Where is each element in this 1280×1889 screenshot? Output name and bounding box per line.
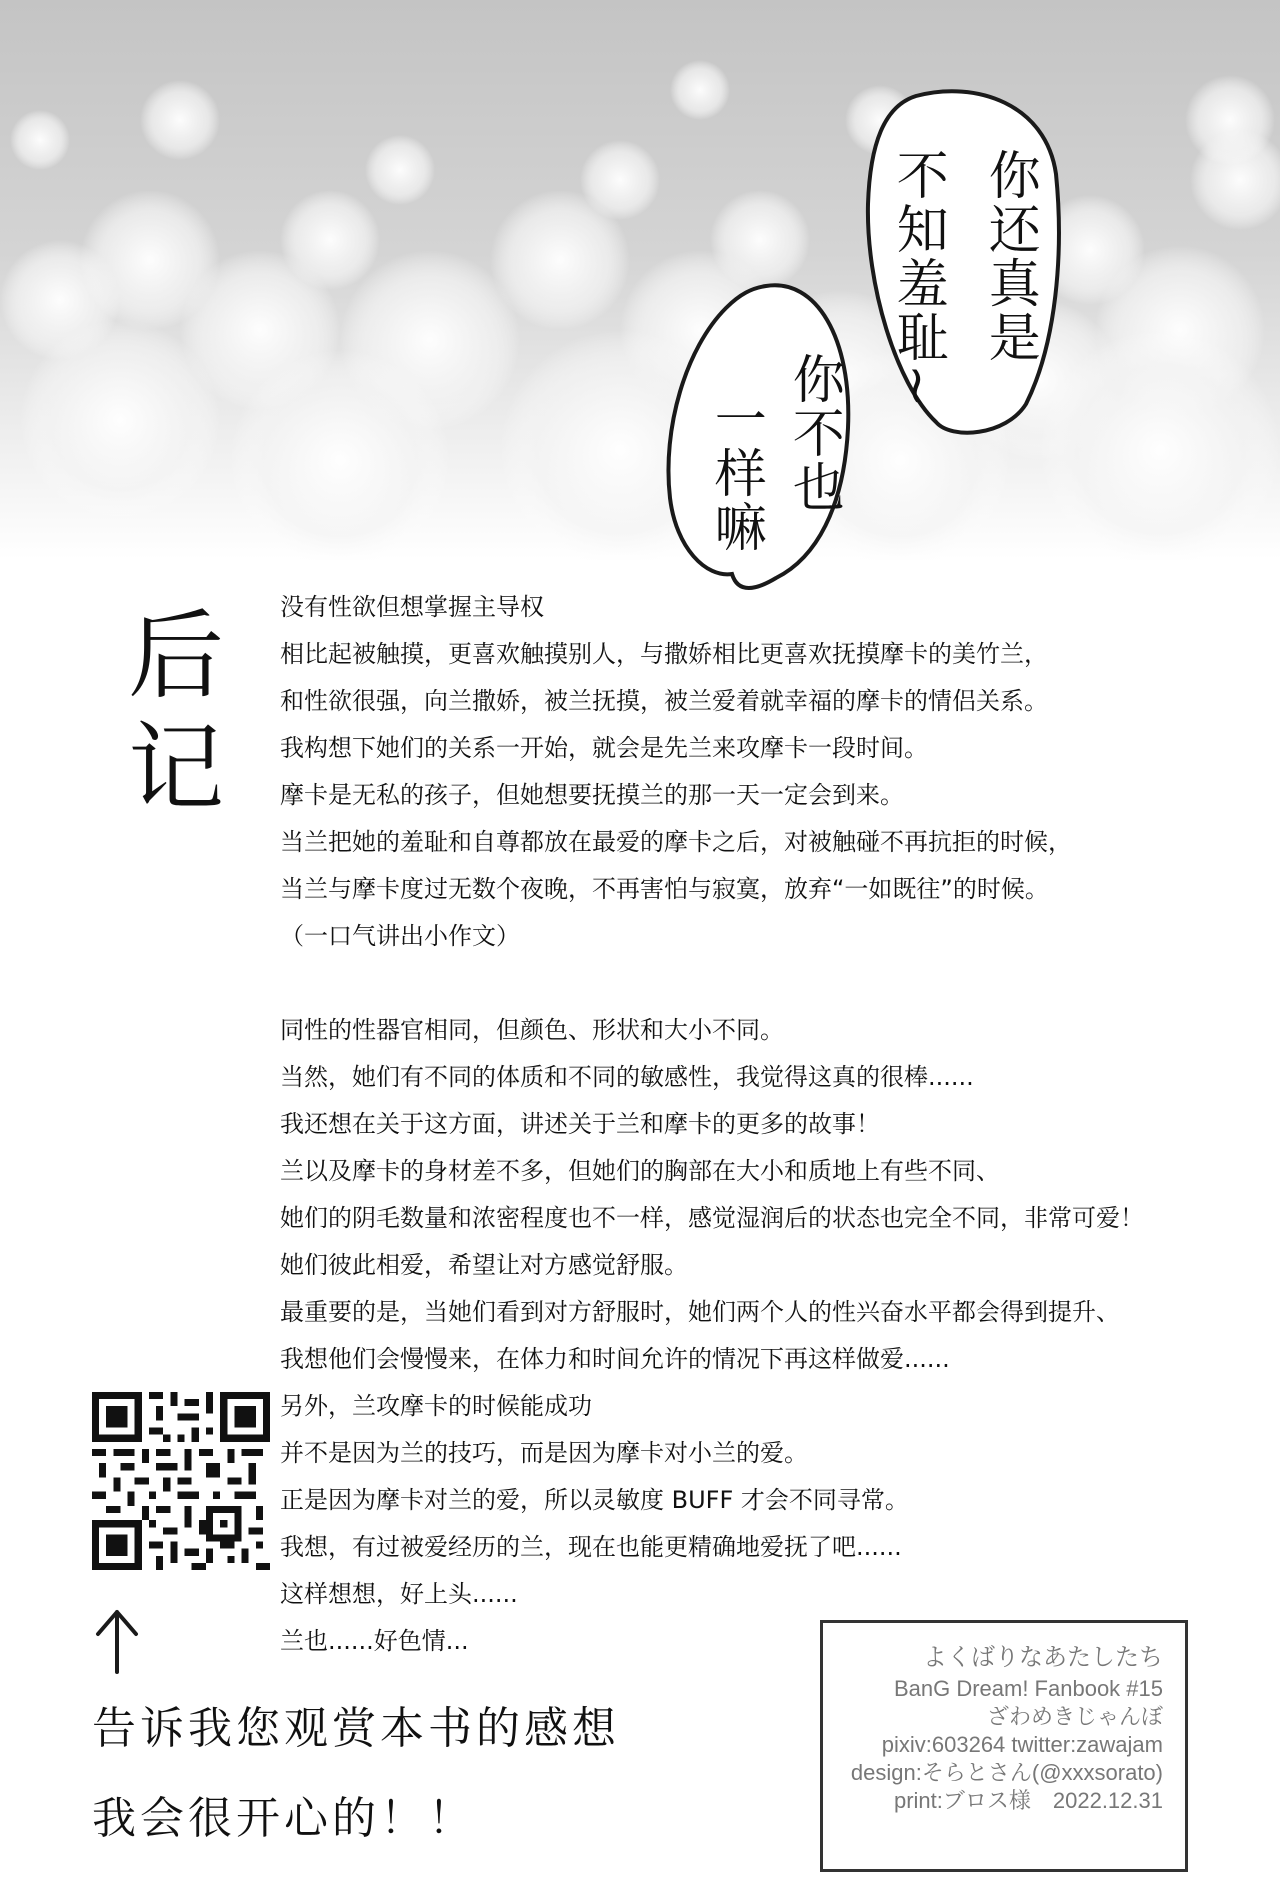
colophon-series: BanG Dream! Fanbook #15	[893, 1676, 1163, 1701]
qr-code-icon[interactable]	[92, 1392, 270, 1570]
body-line: 她们的阴毛数量和浓密程度也不一样，感觉湿润后的状态也完全不同，非常可爱！	[280, 1204, 1144, 1232]
colophon-box	[820, 1620, 1188, 1872]
arrow-up-icon	[92, 1608, 142, 1674]
colophon-circle: ざわめきじゃんぼ	[986, 1704, 1163, 1729]
paragraph-gap	[280, 960, 1240, 1007]
afterword-title: 后记	[128, 600, 224, 824]
body-line: 相比起被触摸，更喜欢触摸别人，与撒娇相比更喜欢抚摸摩卡的美竹兰，	[280, 640, 1048, 668]
feedback-line-1: 告诉我您观赏本书的感想	[92, 1703, 620, 1754]
body-line: 最重要的是，当她们看到对方舒服时，她们两个人的性兴奋水平都会得到提升、	[280, 1298, 1120, 1326]
sky-background	[0, 0, 1280, 560]
bubble-large-col-2: 不知羞耻~	[887, 148, 948, 410]
body-line: 同性的性器官相同，但颜色、形状和大小不同。	[280, 1016, 784, 1044]
bubble-small-col-2: 一样嘛	[705, 392, 766, 554]
body-line: （一口气讲出小作文）	[280, 922, 520, 950]
body-line: 没有性欲但想掌握主导权	[280, 593, 544, 621]
colophon-print: print:ブロス様 2022.12.31	[893, 1788, 1163, 1813]
body-line: 我还想在关于这方面，讲述关于兰和摩卡的更多的故事！	[280, 1110, 880, 1138]
body-line: 我想，有过被爱经历的兰，现在也能更精确地爱抚了吧......	[280, 1533, 902, 1561]
body-line: 这样想想，好上头......	[280, 1580, 518, 1608]
colophon-social: pixiv:603264 twitter:zawajam	[881, 1732, 1163, 1757]
body-line: 另外，兰攻摩卡的时候能成功	[280, 1392, 592, 1420]
body-line: 当兰把她的羞耻和自尊都放在最爱的摩卡之后，对被触碰不再抗拒的时候，	[280, 828, 1072, 856]
body-line: 摩卡是无私的孩子，但她想要抚摸兰的那一天一定会到来。	[280, 781, 904, 809]
body-line: 正是因为摩卡对兰的爱，所以灵敏度 BUFF 才会不同寻常。	[280, 1486, 909, 1514]
body-line: 我构想下她们的关系一开始，就会是先兰来攻摩卡一段时间。	[280, 734, 928, 762]
body-line: 和性欲很强，向兰撒娇，被兰抚摸，被兰爱着就幸福的摩卡的情侣关系。	[280, 687, 1048, 715]
body-line: 兰以及摩卡的身材差不多，但她们的胸部在大小和质地上有些不同、	[280, 1157, 1000, 1185]
afterword-body	[280, 584, 1240, 1665]
colophon-title: よくばりなあたしたち	[923, 1644, 1163, 1671]
feedback-line-2: 我会很开心的！！	[92, 1793, 476, 1844]
body-line: 并不是因为兰的技巧，而是因为摩卡对小兰的爱。	[280, 1439, 808, 1467]
bubble-small-col-1: 你不也	[783, 352, 844, 514]
body-line: 我想他们会慢慢来，在体力和时间允许的情况下再这样做爱......	[280, 1345, 950, 1373]
body-line: 当然，她们有不同的体质和不同的敏感性，我觉得这真的很棒......	[280, 1063, 974, 1091]
body-line: 兰也......好色情...	[280, 1627, 469, 1655]
colophon-design: design:そらとさん(@xxxsorato)	[850, 1760, 1163, 1785]
body-line: 当兰与摩卡度过无数个夜晚，不再害怕与寂寞，放弃“一如既往”的时候。	[280, 875, 1049, 903]
body-line: 她们彼此相爱，希望让对方感觉舒服。	[280, 1251, 688, 1279]
bubble-large-col-1: 你还真是	[979, 148, 1040, 364]
